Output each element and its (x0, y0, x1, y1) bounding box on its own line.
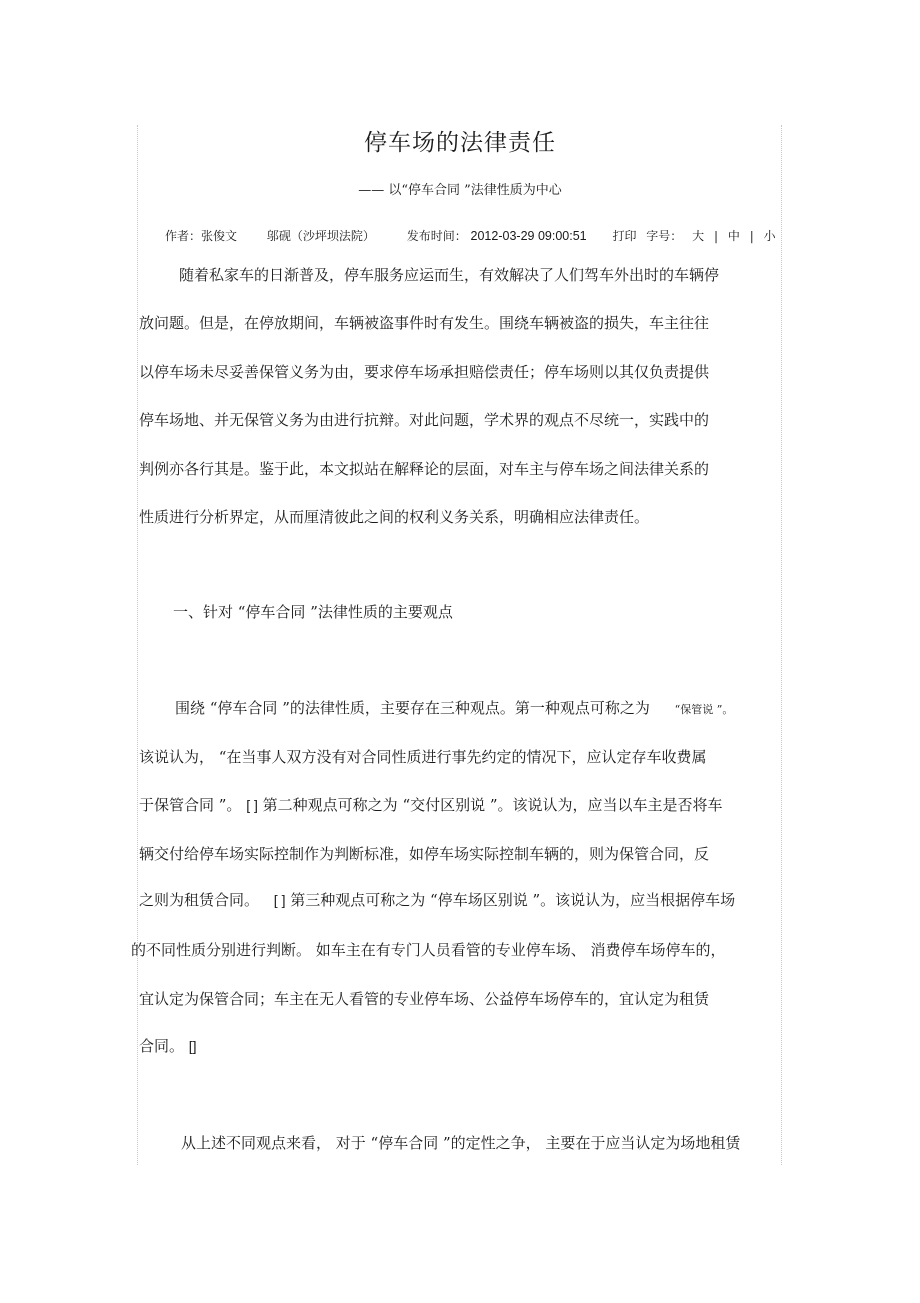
font-size-large-link[interactable]: 大 (692, 229, 705, 243)
text-run: 围绕 “停车合同 ”的法律性质，主要存在三种观点。第一种观点可称之为 (175, 699, 650, 717)
text-run: 合同。 (139, 1037, 185, 1055)
paragraph-line (139, 889, 735, 910)
font-size-medium-link[interactable]: 中 (727, 229, 740, 243)
footnote-reference[interactable]: [ ] (246, 797, 258, 813)
paragraph-line: 辆交付给停车场实际控制作为判断标准，如停车场实际控制车辆的，则为保管合同，反 (139, 845, 710, 863)
text-run: 第二种观点可称之为 “交付区别说 ”。该说认为，应当以车主是否将车 (262, 796, 723, 814)
published-date: 2012-03-29 09:00:51 (470, 229, 587, 243)
paragraph-line (175, 697, 733, 718)
left-margin-rule (137, 125, 138, 1165)
font-size-small-link[interactable]: 小 (763, 229, 776, 243)
paragraph-line: 放问题。但是，在停放期间，车辆被盗事件时有发生。围绕车辆被盗的损失，车主往往 (139, 314, 710, 332)
paragraph-line: 宜认定为保管合同；车主在无人看管的专业停车场、公益停车场停车的，宜认定为租赁 (139, 990, 710, 1008)
right-margin-rule (781, 125, 782, 1165)
paragraph-line: 随着私家车的日渐普及，停车服务应运而生，有效解决了人们驾车外出时的车辆停 (179, 266, 720, 284)
article-meta (165, 227, 776, 244)
paragraph-line (139, 794, 723, 815)
font-size-label: 字号： (646, 229, 683, 243)
section-heading: 一、针对 “停车合同 ”法律性质的主要观点 (173, 603, 453, 621)
separator: | (749, 229, 754, 243)
paragraph-line: 的不同性质分别进行判断。 如车主在有专门人员看管的专业停车场、 消费停车场停车的， (131, 941, 726, 959)
article-title: 停车场的法律责任 (364, 130, 556, 156)
text-run: 于保管合同 ”。 (139, 796, 242, 814)
author: 作者：张俊文 (165, 229, 238, 243)
footnote-reference[interactable]: [ ] (273, 892, 286, 908)
paragraph-line: 以停车场未尽妥善保管义务为由，要求停车场承担赔偿责任；停车场则以其仅负责提供 (139, 363, 710, 381)
paragraph-line: 该说认为， “在当事人双方没有对合同性质进行事先约定的情况下，应认定存车收费属 (139, 748, 707, 766)
paragraph-line: 判例亦各行其是。鉴于此，本文拟站在解释论的层面，对车主与停车场之间法律关系的 (139, 460, 710, 478)
footnote-reference[interactable]: [] (188, 1038, 197, 1054)
text-run: 之则为租赁合同。 (139, 891, 260, 909)
paragraph-line (139, 1035, 197, 1056)
text-run: 第三种观点可称之为 “停车场区别说 ”。该说认为，应当根据停车场 (290, 891, 736, 909)
text-run: “保管说 ”。 (674, 703, 734, 716)
published-label: 发布时间： (406, 229, 467, 243)
print-link[interactable]: 打印 (612, 229, 637, 243)
paragraph-line: 从上述不同观点来看， 对于 “停车合同 ”的定性之争， 主要在于应当认定为场地租赁 (181, 1134, 741, 1152)
separator: | (713, 229, 719, 243)
article-subtitle: —— 以“停车合同 ”法律性质为中心 (358, 183, 562, 198)
coauthor: 邬砚（沙坪坝法院） (266, 229, 375, 243)
paragraph-line: 停车场地、并无保管义务为由进行抗辩。对此问题，学术界的观点不尽统一，实践中的 (139, 411, 710, 429)
paragraph-line: 性质进行分析界定，从而厘清彼此之间的权利义务关系，明确相应法律责任。 (139, 508, 650, 526)
